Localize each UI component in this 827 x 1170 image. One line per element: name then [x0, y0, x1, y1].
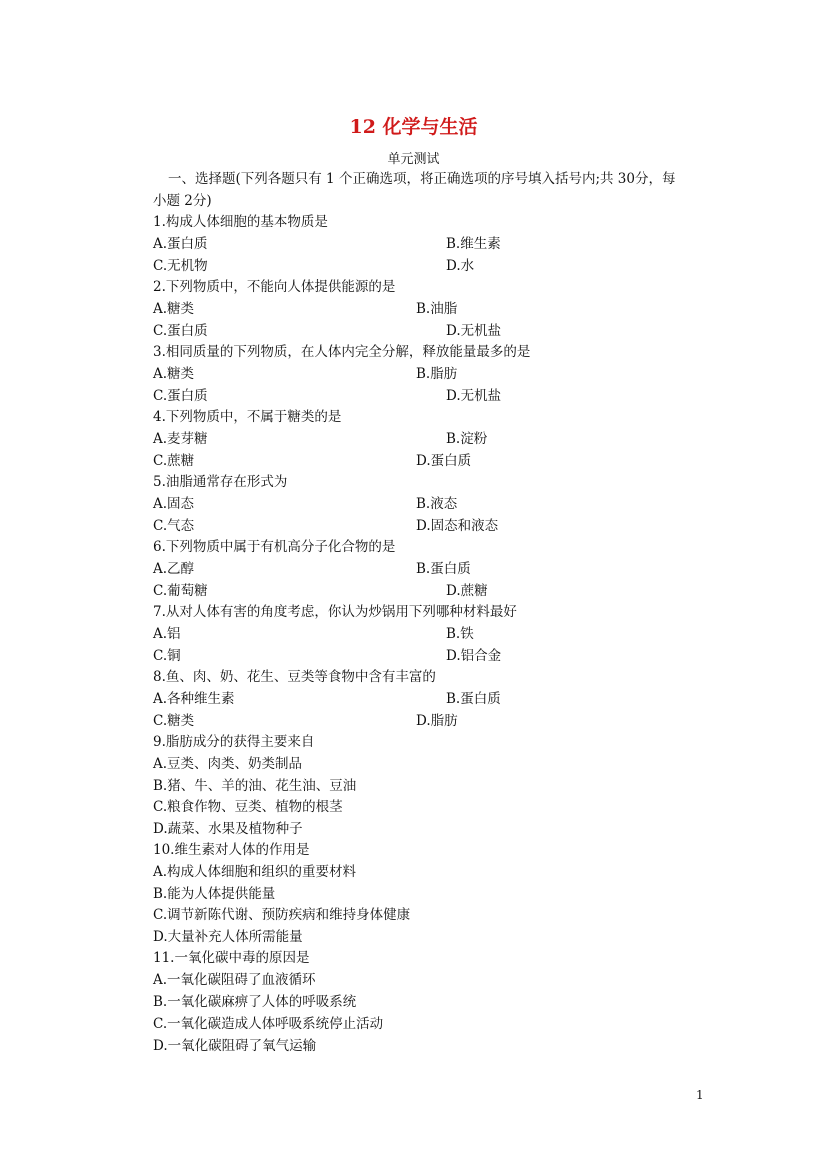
option-b: B.蛋白质	[446, 691, 501, 707]
option-d: D.蔗糖	[446, 583, 488, 599]
option-a: A.豆类、肉类、奶类制品	[153, 756, 303, 772]
option-c: C.无机物	[153, 258, 208, 274]
option-a: A.各种维生素	[153, 691, 235, 707]
option-c: C.葡萄糖	[153, 583, 208, 599]
option-a: A.一氧化碳阻碍了血液循环	[153, 972, 316, 988]
option-d: D.无机盐	[446, 388, 502, 404]
option-c: C.蔗糖	[153, 453, 195, 469]
option-d: D.铝合金	[446, 648, 502, 664]
option-d: D.蔬菜、水果及植物种子	[153, 821, 303, 837]
option-c: C.一氧化碳造成人体呼吸系统停止活动	[153, 1016, 384, 1032]
page-number: 1	[696, 1088, 704, 1102]
option-b: B.维生素	[446, 236, 501, 252]
option-a: A.糖类	[153, 366, 195, 382]
question-2: 2.下列物质中，不能向人体提供能源的是	[153, 279, 396, 295]
option-d: D.水	[446, 258, 475, 274]
question-11: 11.一氧化碳中毒的原因是	[153, 950, 310, 966]
option-d: D.大量补充人体所需能量	[153, 929, 303, 945]
page-subtitle: 单元测试	[387, 152, 440, 167]
option-a: A.固态	[153, 496, 195, 512]
option-b: B.脂肪	[416, 366, 458, 382]
option-a: A.铝	[153, 626, 181, 642]
option-b: B.一氧化碳麻痹了人体的呼吸系统	[153, 994, 357, 1010]
option-c: C.粮食作物、豆类、植物的根茎	[153, 799, 343, 815]
question-8: 8.鱼、肉、奶、花生、豆类等食物中含有丰富的	[153, 669, 436, 685]
question-10: 10.维生素对人体的作用是	[153, 842, 310, 858]
page-title: 12 化学与生活	[349, 116, 478, 138]
option-b: B.猪、牛、羊的油、花生油、豆油	[153, 778, 357, 794]
option-c: C.糖类	[153, 713, 195, 729]
option-c: C.蛋白质	[153, 388, 208, 404]
option-c: C.蛋白质	[153, 323, 208, 339]
question-1: 1.构成人体细胞的基本物质是	[153, 214, 328, 230]
option-a: A.构成人体细胞和组织的重要材料	[153, 864, 357, 880]
option-b: B.淀粉	[446, 431, 488, 447]
section-instruction: 一、选择题(下列各题只有 1 个正确选项，将正确选项的序号填入括号内;共 30分，每	[168, 171, 676, 187]
section-instruction-cont: 小题 2分)	[153, 193, 212, 209]
option-b: B.能为人体提供能量	[153, 886, 276, 902]
option-b: B.液态	[416, 496, 458, 512]
option-d: D.一氧化碳阻碍了氧气运输	[153, 1038, 317, 1054]
option-b: B.油脂	[416, 301, 458, 317]
question-9: 9.脂肪成分的获得主要来自	[153, 734, 315, 750]
question-6: 6.下列物质中属于有机高分子化合物的是	[153, 539, 396, 555]
option-a: A.蛋白质	[153, 236, 208, 252]
option-a: A.乙醇	[153, 561, 195, 577]
option-b: B.蛋白质	[416, 561, 471, 577]
option-d: D.无机盐	[446, 323, 502, 339]
question-7: 7.从对人体有害的角度考虑，你认为炒锅用下列哪种材料最好	[153, 604, 517, 620]
question-4: 4.下列物质中，不属于糖类的是	[153, 409, 342, 425]
question-3: 3.相同质量的下列物质，在人体内完全分解，释放能量最多的是	[153, 344, 531, 360]
option-c: C.铜	[153, 648, 181, 664]
option-d: D.脂肪	[416, 713, 458, 729]
option-a: A.麦芽糖	[153, 431, 208, 447]
option-c: C.调节新陈代谢、预防疾病和维持身体健康	[153, 907, 411, 923]
option-d: D.蛋白质	[416, 453, 472, 469]
option-b: B.铁	[446, 626, 474, 642]
question-5: 5.油脂通常存在形式为	[153, 474, 288, 490]
option-c: C.气态	[153, 518, 195, 534]
option-d: D.固态和液态	[416, 518, 499, 534]
option-a: A.糖类	[153, 301, 195, 317]
